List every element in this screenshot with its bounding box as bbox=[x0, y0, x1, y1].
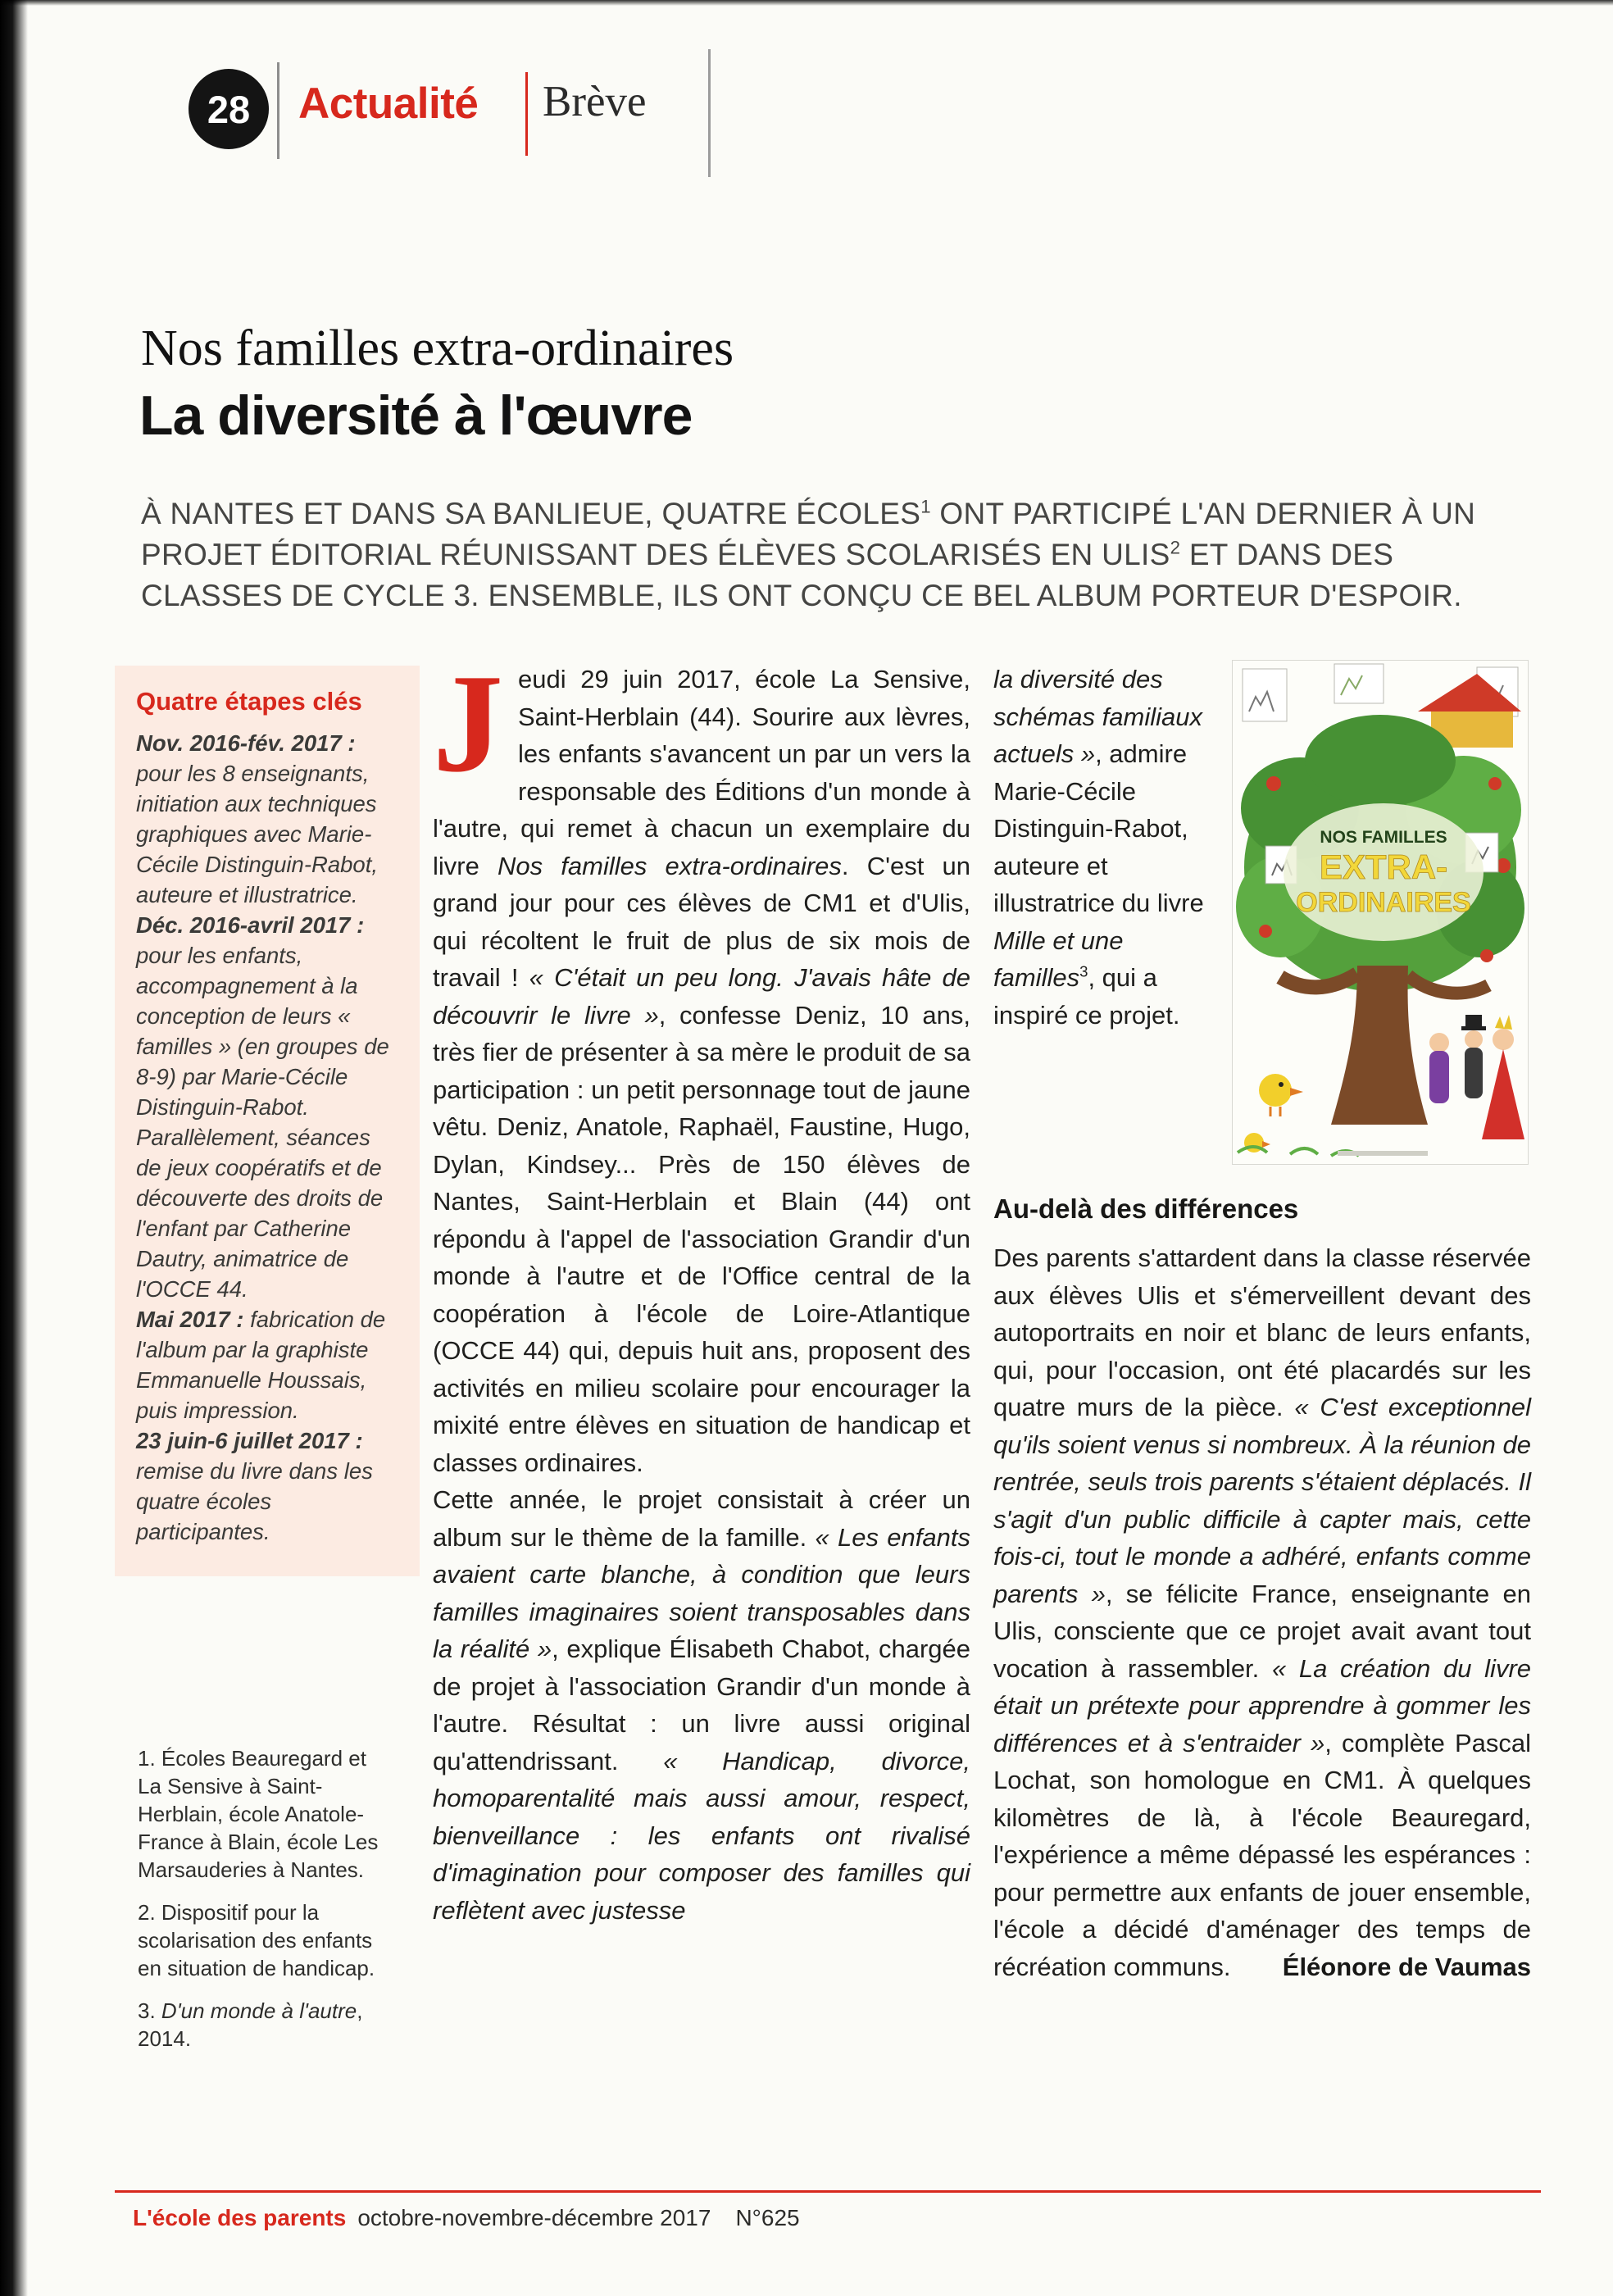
sidebar-paragraph: 23 juin-6 juillet 2017 : remise du livre dans les quatre écoles participantes. bbox=[136, 1428, 373, 1544]
masthead-divider-1 bbox=[277, 62, 279, 159]
issue-number: N°625 bbox=[735, 2205, 800, 2230]
article-column-1 bbox=[433, 646, 971, 1929]
footnote-3: 3. D'un monde à l'autre, 2014. bbox=[138, 1998, 363, 2051]
article-column-2 bbox=[993, 661, 1531, 1985]
footnotes bbox=[138, 1744, 384, 2067]
body-paragraph-3: la diversité des schémas familiaux actuels », admire Marie-Cécile Distinguin-Rabot, auteure et illustratrice du livre Mille et une familles$^3$, qui a inspiré ce projet. bbox=[993, 665, 1204, 1030]
article-headline: La diversité à l'œuvre bbox=[139, 384, 693, 447]
page-number-badge: 28 bbox=[189, 69, 269, 149]
body-paragraph-2: Cette année, le projet consistait à créer un album sur le thème de la famille. « Les enfants avaient carte blanche, à condition que leurs familles imaginaires soient transposables dans la réalité », explique Élisabeth Chabot, chargée de projet à l'association Grandir d'un monde à l'autre. Résultat : un livre aussi original qu'attendrissant. « Handicap, divorce, homoparentalité mais aussi amour, respect, bienveillance : les enfants ont rivalisé d'imagination pour composer des familles qui reflètent avec justesse bbox=[433, 1485, 971, 1925]
dropcap: J bbox=[433, 646, 503, 802]
sidebar-paragraph: Nov. 2016-fév. 2017 : pour les 8 enseignants, initiation aux techniques graphiques avec Marie-Cécile Distinguin-Rabot, auteure et illustratrice. bbox=[136, 730, 378, 907]
cover-title-line1: NOS FAMILLES bbox=[1320, 828, 1447, 847]
sidebar-paragraph: Mai 2017 : fabrication de l'album par la graphiste Emmanuelle Houssais, puis impression. bbox=[136, 1307, 386, 1423]
footer-rule bbox=[115, 2190, 1541, 2193]
column-2-top-row bbox=[993, 661, 1531, 1164]
section-label: Actualité bbox=[298, 80, 479, 128]
footer bbox=[133, 2205, 800, 2231]
footnote-1: 1. Écoles Beauregard et La Sensive à Saint-Herblain, école Anatole-France à Blain, école Les Marsauderies à Nantes. bbox=[138, 1746, 379, 1882]
scan-edge-top bbox=[0, 0, 1613, 6]
body-paragraph-1-text: eudi 29 juin 2017, école La Sensive, Saint-Herblain (44). Sourire aux lèvres, les enfants s'avancent un par un vers la responsable des Éditions d'un monde à l'autre, qui remet à chacun un exemplaire du livre Nos familles extra-ordinaires. C'est un grand jour pour ces élèves de CM1 et d'Ulis, qui récoltent le fruit de plus de six mois de travail ! « C'était un peu long. J'avais hâte de découvrir le livre », confesse Deniz, 10 ans, très fier de présenter à sa mère le produit de sa participation : un petit personnage tout de jaune vêtu. Deniz, Anatole, Raphaël, Faustine, Hugo, Dylan, Kindsey... Près de 150 élèves de Nantes, Saint-Herblain et Blain (44) ont répondu à l'appel de l'association Grandir d'un monde à l'autre et de l'Office central de la coopération à l'école de Loire-Atlantique (OCCE 44) qui, depuis huit ans, proposent des activités en milieu scolaire pour encourager la mixité entre élèves en situation de handicap et classes ordinaires. bbox=[433, 665, 971, 1477]
cover-title-line3: ORDINAIRES bbox=[1296, 887, 1471, 918]
footnote-2: 2. Dispositif pour la scolarisation des enfants en situation de handicap. bbox=[138, 1900, 375, 1980]
issue-date: octobre-novembre-décembre 2017 bbox=[357, 2205, 711, 2230]
sidebar-paragraph: Déc. 2016-avril 2017 : pour les enfants, accompagnement à la conception de leurs « familles » (en groupes de 8-9) par Marie-Cécile Distinguin-Rabot. Parallèlement, séances de jeux coopératifs et de découverte des droits de l'enfant par Catherine Dautry, animatrice de l'OCCE 44. bbox=[136, 912, 389, 1302]
book-cover-illustration bbox=[1233, 661, 1528, 1164]
masthead-divider-3 bbox=[708, 49, 711, 177]
sidebar-title: Quatre étapes clés bbox=[136, 687, 362, 716]
magazine-name: L'école des parents bbox=[133, 2205, 347, 2230]
subsection-label: Brève bbox=[543, 78, 647, 125]
standfirst: À NANTES ET DANS SA BANLIEUE, QUATRE ÉCOLES$^1$ ONT PARTICIPÉ L'AN DERNIER À UN PROJET ÉDITORIAL RÉUNISSANT DES ÉLÈVES SCOLARISÉS EN ULIS$^2$ ET DANS DES CLASSES DE CYCLE 3. ENSEMBLE, ILS ONT CONÇU CE BEL ALBUM PORTEUR D'ESPOIR. bbox=[141, 496, 1476, 612]
sidebar-key-steps bbox=[115, 666, 420, 1576]
cover-title-line2: EXTRA- bbox=[1319, 848, 1448, 886]
masthead-divider-2 bbox=[525, 72, 528, 156]
section-subhead: Au-delà des différences bbox=[993, 1193, 1299, 1224]
body-paragraph-1 bbox=[433, 646, 971, 1481]
article-kicker: Nos familles extra-ordinaires bbox=[141, 321, 734, 376]
scan-edge-left bbox=[0, 0, 28, 2296]
body-paragraph-4: Des parents s'attardent dans la classe réservée aux élèves Ulis et s'émerveillent devant des autoportraits en noir et blanc de leurs enfants, qui, pour l'occasion, ont été placardés sur les quatre murs de la pièce. « C'est exceptionnel qu'ils soient venus si nombreux. À la réunion de rentrée, seuls trois parents s'étaient déplacés. Il s'agit d'un public difficile à capter mais, cette fois-ci, tout le monde a adhéré, enfants comme parents », se félicite France, enseignante en Ulis, consciente que ce projet avait avant tout vocation à rassembler. « La création du livre était un prétexte pour apprendre à gommer les différences et à s'entraider », complète Pascal Lochat, son homologue en CM1. À quelques kilomètres de là, à l'école Beauregard, l'expérience a même dépassé les espérances : pour permettre aux enfants de jouer ensemble, l'école a décidé d'aménager des temps de récréation communs. Éléonore de Vaumas bbox=[993, 1243, 1532, 1981]
book-cover-image bbox=[1233, 661, 1528, 1164]
